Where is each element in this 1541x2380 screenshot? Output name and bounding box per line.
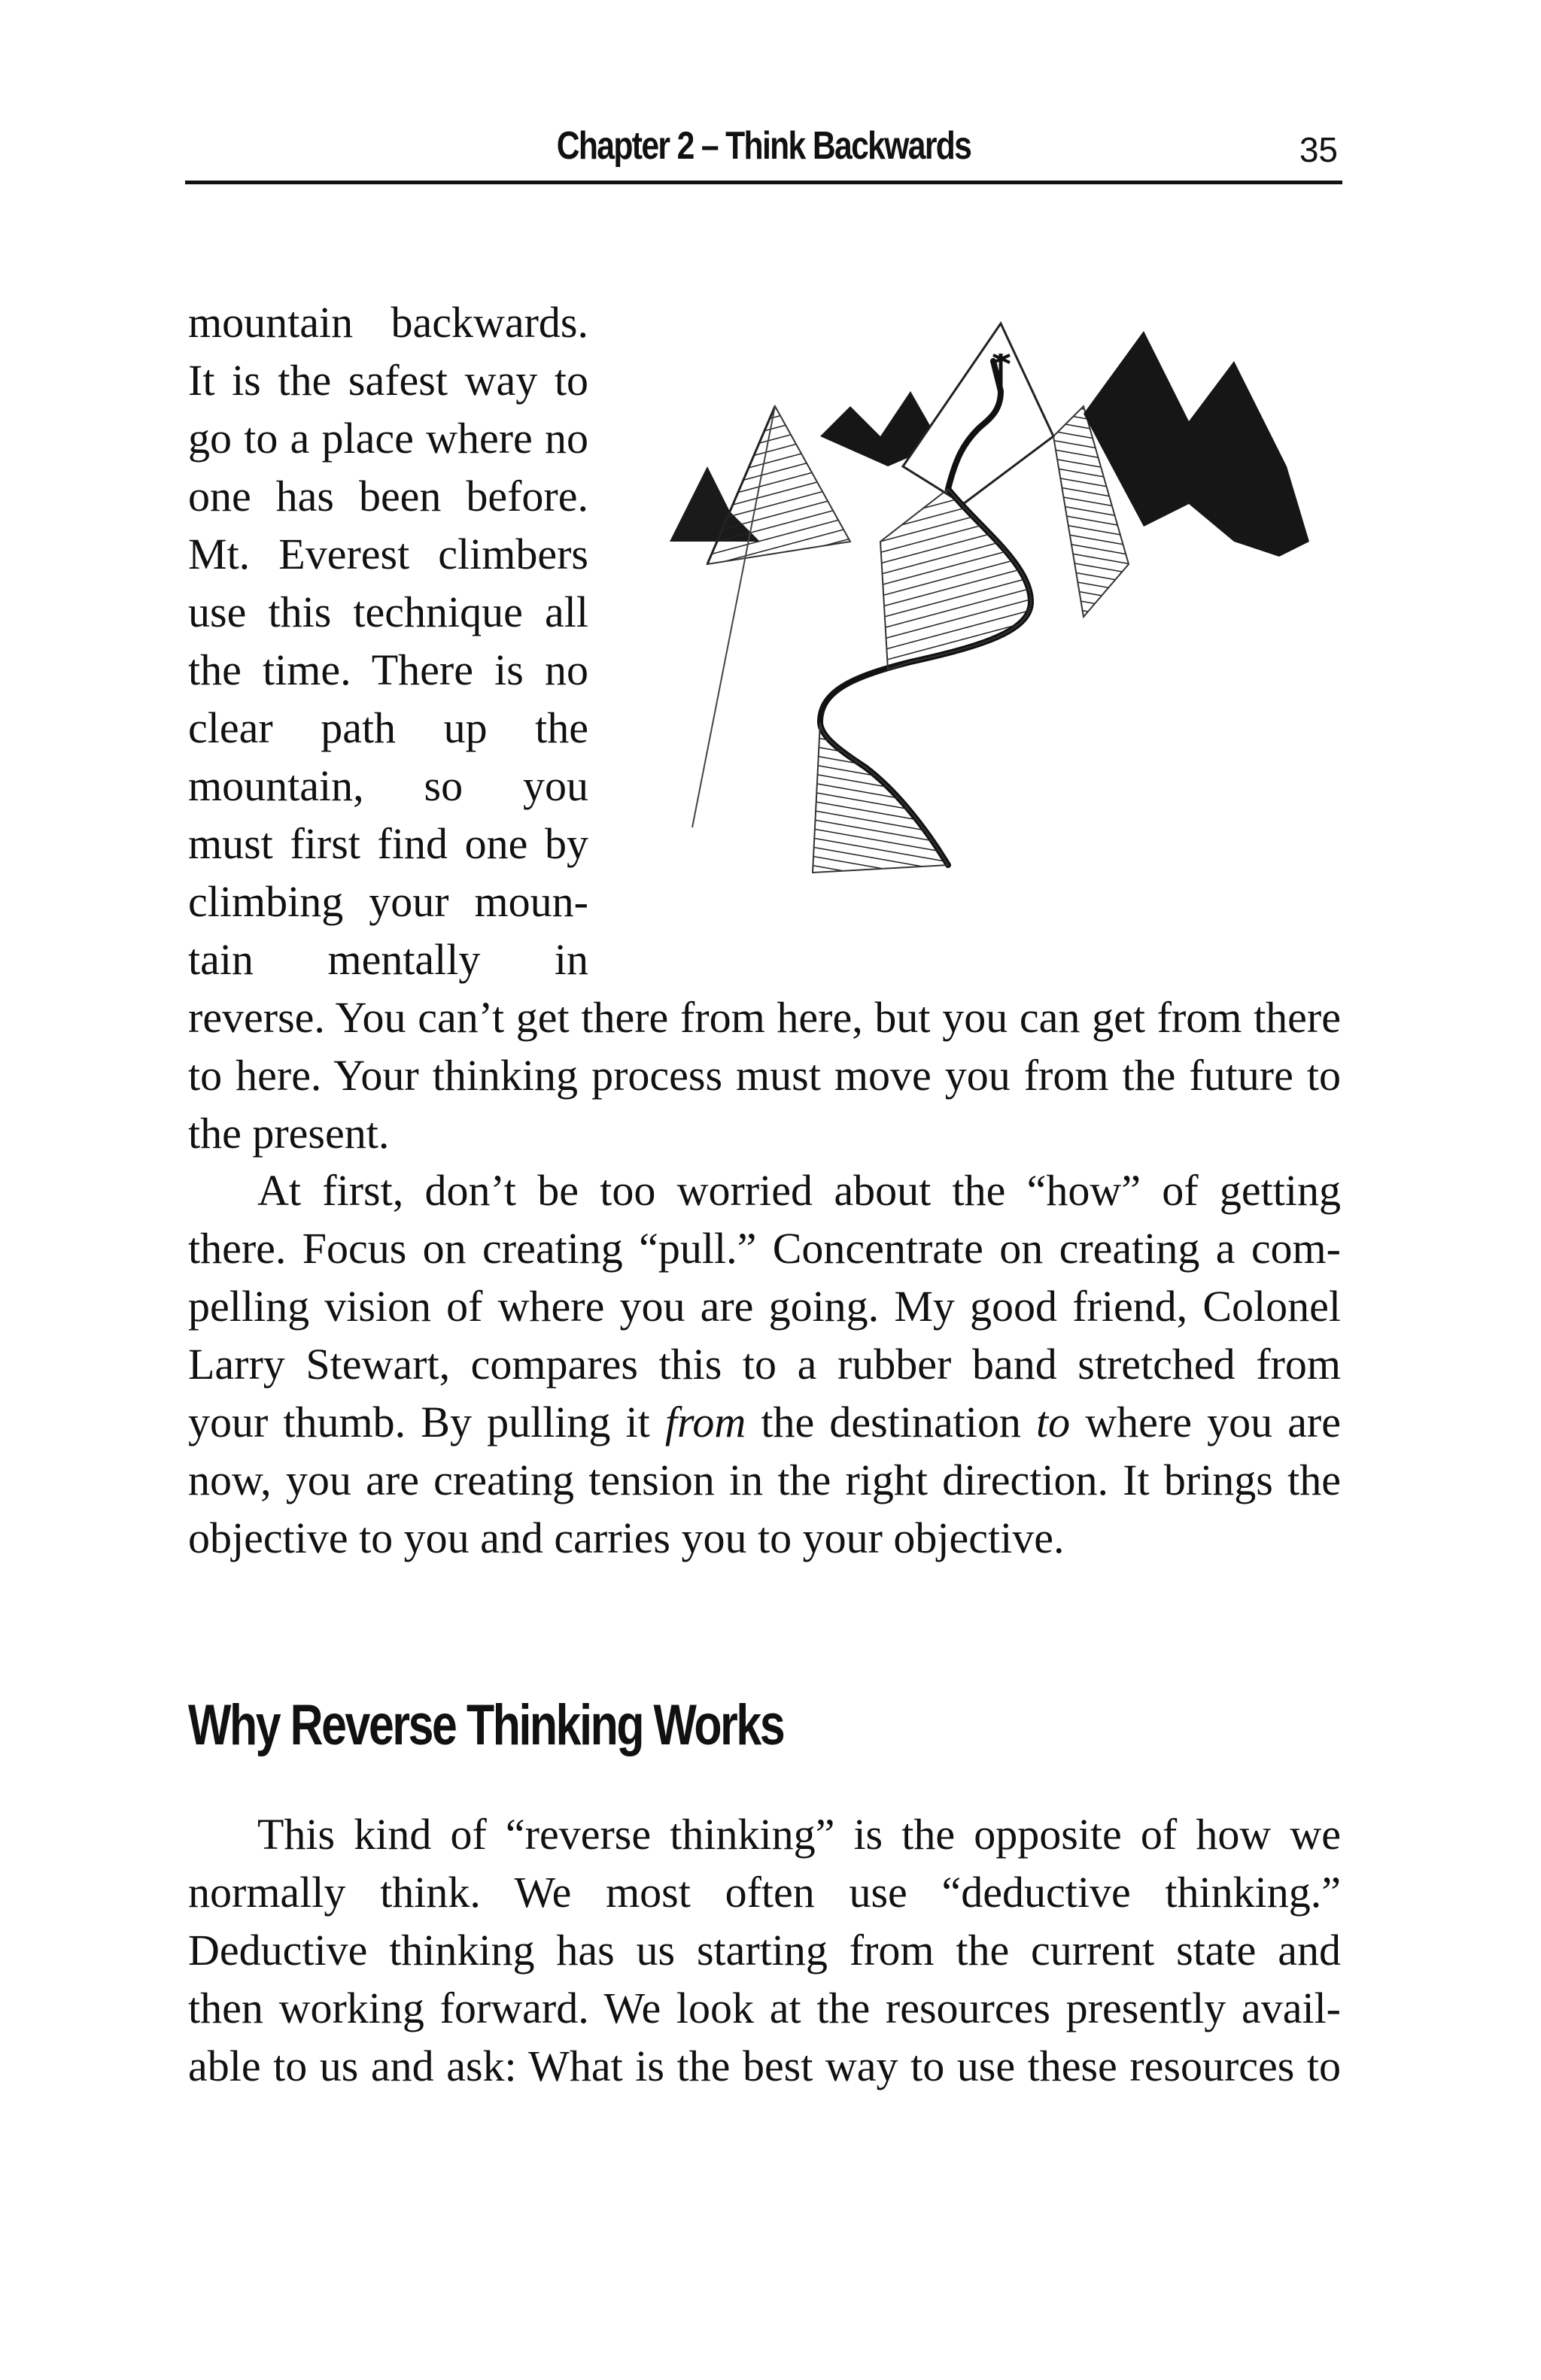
text-line: to here. Your thinking process must move you from the future to [188, 1051, 1341, 1100]
text-fragment: your thumb. By pulling it [188, 1398, 665, 1447]
text-line: mountain, so you [188, 761, 588, 810]
section-paragraph [188, 1805, 1341, 2095]
text-line: This kind of “reverse thinking” is the opposite of how we [257, 1810, 1341, 1859]
text-fragment: the destination [746, 1398, 1037, 1447]
text-line: normally think. We most often use “deductive thinking.” [188, 1868, 1341, 1917]
text-line [188, 1393, 1341, 1451]
text-line: It is the safest way to [188, 356, 588, 405]
text-line: now, you are creating tension in the right direction. It brings the [188, 1456, 1341, 1504]
text-line: Mt. Everest climbers [188, 530, 588, 578]
text-line: one has been before. [188, 472, 588, 521]
text-line: use this technique all [188, 587, 588, 636]
text-line: tain mentally in [188, 935, 588, 984]
section-heading: Why Reverse Thinking Works [188, 1693, 784, 1757]
text-line: reverse. You can’t get there from here, but you can get from there [188, 993, 1341, 1042]
text-line: objective to you and carries you to your objective. [188, 1513, 1065, 1562]
text-fragment: where you are [1070, 1398, 1341, 1447]
text-line: must first find one by [188, 819, 588, 868]
running-head [185, 120, 1342, 184]
text-line: the time. There is no [188, 645, 588, 694]
running-title: Chapter 2 – Think Backwards [556, 124, 971, 168]
text-line: At first, don’t be too worried about the “how” of getting [257, 1166, 1341, 1215]
text-line: then working forward. We look at the resources presently avail- [188, 1984, 1341, 2032]
text-line: Deductive thinking has us starting from the current state and [188, 1926, 1341, 1975]
wrapped-text-column [188, 293, 588, 988]
text-line: go to a place where no [188, 414, 588, 463]
paragraph-1-continuation [188, 988, 1341, 1162]
paragraph-2 [188, 1161, 1341, 1567]
emphasis-from: from [664, 1398, 746, 1447]
text-line: able to us and ask: What is the best way to use these resources to [188, 2042, 1341, 2090]
text-line: mountain backwards. [188, 298, 588, 347]
text-line: climbing your moun- [188, 877, 588, 926]
text-line: Larry Stewart, compares this to a rubber band stretched from [188, 1340, 1341, 1389]
mountain-path-sketch-icon [662, 316, 1339, 963]
text-line: clear path up the [188, 703, 588, 752]
text-line: pelling vision of where you are going. My good friend, Colonel [188, 1282, 1341, 1331]
text-line: there. Focus on creating “pull.” Concentrate on creating a com- [188, 1224, 1341, 1273]
page-number: 35 [1299, 130, 1338, 169]
emphasis-to: to [1036, 1398, 1071, 1447]
text-line: the present. [188, 1109, 390, 1158]
